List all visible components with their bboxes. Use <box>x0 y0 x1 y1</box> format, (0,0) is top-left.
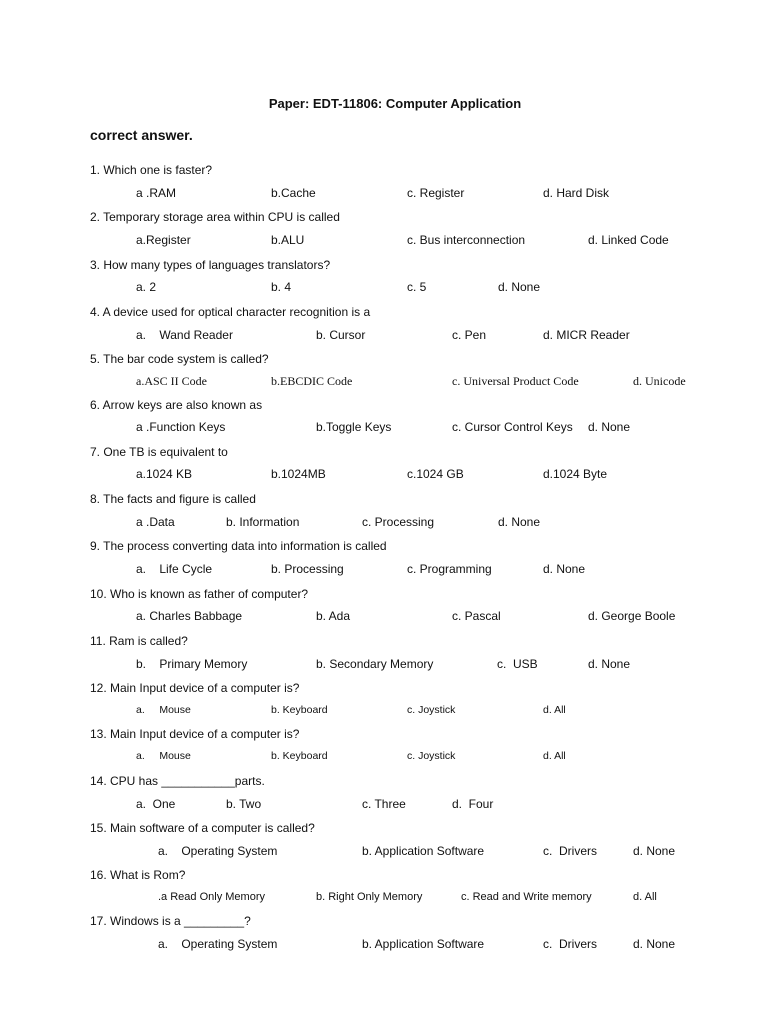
question-5: 5. The bar code system is called? <box>90 352 269 366</box>
option-d: d. Hard Disk <box>543 186 610 200</box>
option-b: b. Application Software <box>362 937 485 951</box>
options-9 <box>0 562 768 578</box>
option-a: a. Mouse <box>136 704 191 716</box>
options-12 <box>0 704 768 720</box>
question-4: 4. A device used for optical character recognition is a <box>90 305 371 319</box>
option-c: c. USB <box>497 657 538 671</box>
options-13 <box>0 750 768 766</box>
question-2: 2. Temporary storage area within CPU is called <box>90 210 340 224</box>
option-d: d. None <box>498 515 541 529</box>
option-d: d. Unicode <box>633 374 686 388</box>
option-a: a. One <box>136 797 176 811</box>
option-d: d. None <box>543 562 586 576</box>
option-a: a.1024 KB <box>136 467 193 481</box>
option-c: c. Three <box>362 797 406 811</box>
option-a: b. Primary Memory <box>136 657 248 671</box>
options-17 <box>0 937 768 953</box>
option-c: c. Joystick <box>407 750 456 762</box>
option-a: a. Operating System <box>158 844 278 858</box>
question-1: 1. Which one is faster? <box>90 163 213 177</box>
option-b: b. Application Software <box>362 844 485 858</box>
option-a: a. Life Cycle <box>136 562 213 576</box>
options-11 <box>0 657 768 673</box>
option-d: d. All <box>633 891 657 903</box>
option-c: c. 5 <box>407 280 427 294</box>
option-c: c.1024 GB <box>407 467 464 481</box>
question-17: 17. Windows is a _________? <box>90 914 251 928</box>
option-a: a. Mouse <box>136 750 191 762</box>
option-c: c. Drivers <box>543 844 597 858</box>
instruction-text: correct answer. <box>90 127 193 143</box>
question-11: 11. Ram is called? <box>90 634 188 648</box>
option-b: b.1024MB <box>271 467 326 481</box>
question-6: 6. Arrow keys are also known as <box>90 398 263 412</box>
question-7: 7. One TB is equivalent to <box>90 445 228 459</box>
question-15: 15. Main software of a computer is called? <box>90 821 315 835</box>
options-3 <box>0 280 768 296</box>
option-d: d. George Boole <box>588 609 676 623</box>
question-12: 12. Main Input device of a computer is? <box>90 681 300 695</box>
options-4 <box>0 328 768 344</box>
option-b: b.Cache <box>271 186 316 200</box>
option-c: c. Universal Product Code <box>452 374 579 388</box>
question-9: 9. The process converting data into information is called <box>90 539 387 553</box>
option-b: b. Right Only Memory <box>316 891 423 903</box>
question-13: 13. Main Input device of a computer is? <box>90 727 300 741</box>
options-7 <box>0 467 768 483</box>
option-d: d. None <box>588 420 631 434</box>
question-16: 16. What is Rom? <box>90 868 186 882</box>
option-d: d.1024 Byte <box>543 467 608 481</box>
option-c: c. Drivers <box>543 937 597 951</box>
option-d: d. None <box>633 844 676 858</box>
question-14: 14. CPU has ___________parts. <box>90 774 265 788</box>
option-d: d. MICR Reader <box>543 328 630 342</box>
option-d: d. None <box>498 280 541 294</box>
option-b: b. Ada <box>316 609 351 623</box>
page-title: Paper: EDT-11806: Computer Application <box>268 96 522 111</box>
option-b: b. Cursor <box>316 328 366 342</box>
options-16 <box>0 891 768 907</box>
option-d: d. All <box>543 704 566 716</box>
option-b: b. Two <box>226 797 262 811</box>
option-b: b. Secondary Memory <box>316 657 434 671</box>
options-5 <box>0 374 768 390</box>
option-a: a. Operating System <box>158 937 278 951</box>
option-c: c. Cursor Control Keys <box>452 420 573 434</box>
option-a: a .Function Keys <box>136 420 226 434</box>
option-a: a. 2 <box>136 280 157 294</box>
option-b: b. Keyboard <box>271 750 328 762</box>
option-a: a .Data <box>136 515 175 529</box>
option-c: c. Register <box>407 186 465 200</box>
option-a: a. Wand Reader <box>136 328 233 342</box>
options-6 <box>0 420 768 436</box>
option-c: c. Read and Write memory <box>461 891 592 903</box>
question-3: 3. How many types of languages translators? <box>90 258 331 272</box>
options-10 <box>0 609 768 625</box>
options-14 <box>0 797 768 813</box>
option-b: b. 4 <box>271 280 292 294</box>
option-a: a.ASC II Code <box>136 374 207 388</box>
options-8 <box>0 515 768 531</box>
option-a: .a Read Only Memory <box>158 891 265 903</box>
option-a: a. Charles Babbage <box>136 609 243 623</box>
option-b: b.ALU <box>271 233 305 247</box>
option-c: c. Bus interconnection <box>407 233 526 247</box>
option-d: d. Linked Code <box>588 233 669 247</box>
options-1 <box>0 186 768 202</box>
option-d: d. All <box>543 750 566 762</box>
question-8: 8. The facts and figure is called <box>90 492 256 506</box>
option-d: d. None <box>588 657 631 671</box>
option-c: c. Joystick <box>407 704 456 716</box>
option-c: c. Processing <box>362 515 435 529</box>
option-a: a .RAM <box>136 186 177 200</box>
options-2 <box>0 233 768 249</box>
option-a: a.Register <box>136 233 191 247</box>
option-b: b. Information <box>226 515 300 529</box>
option-b: b.Toggle Keys <box>316 420 392 434</box>
option-b: b. Keyboard <box>271 704 328 716</box>
option-c: c. Programming <box>407 562 492 576</box>
option-d: d. Four <box>452 797 494 811</box>
option-c: c. Pascal <box>452 609 501 623</box>
option-b: b.EBCDIC Code <box>271 374 353 388</box>
option-d: d. None <box>633 937 676 951</box>
options-15 <box>0 844 768 860</box>
option-c: c. Pen <box>452 328 487 342</box>
question-10: 10. Who is known as father of computer? <box>90 587 309 601</box>
option-b: b. Processing <box>271 562 344 576</box>
